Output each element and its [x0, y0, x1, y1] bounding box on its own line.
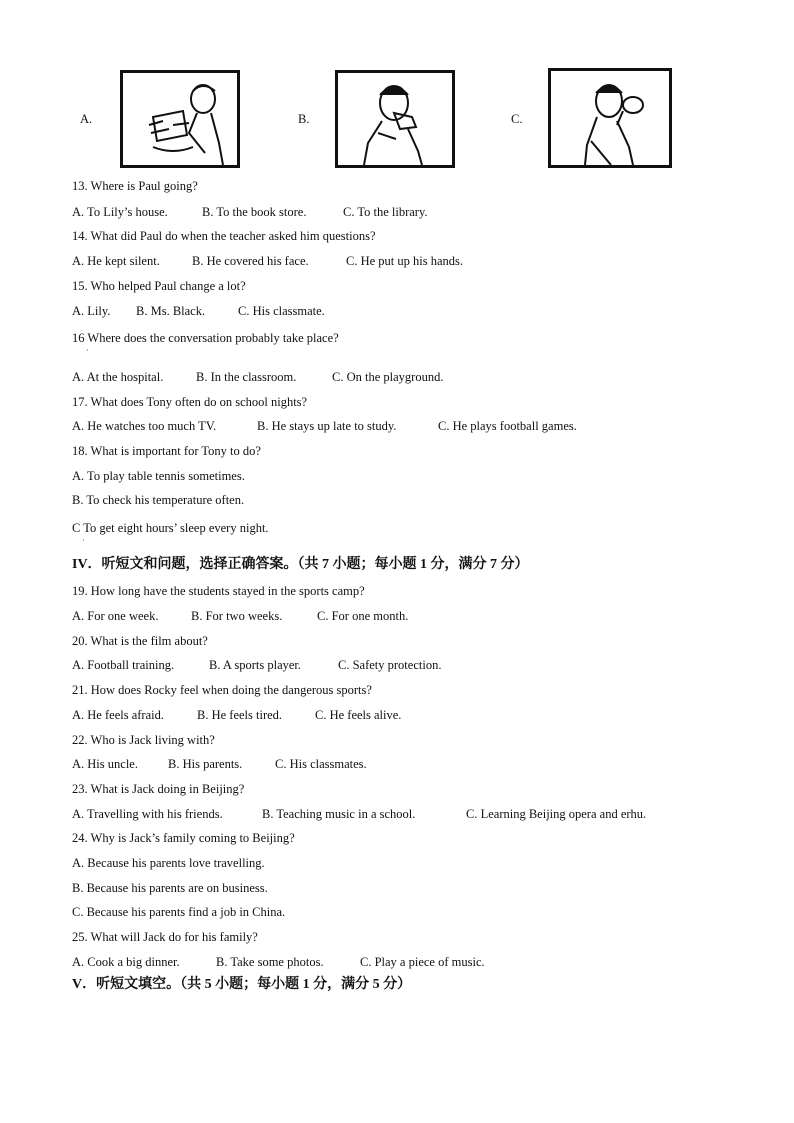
- option-a[interactable]: A. His uncle.: [72, 757, 138, 771]
- option-c[interactable]: C. He plays football games.: [438, 419, 577, 433]
- stray-dot: ·: [86, 346, 89, 355]
- question-17: 17. What does Tony often do on school nights?: [72, 395, 308, 409]
- option-a[interactable]: A. For one week.: [72, 609, 159, 623]
- option-a[interactable]: A. To play table tennis sometimes.: [72, 469, 245, 483]
- option-a[interactable]: A. He watches too much TV.: [72, 419, 217, 433]
- picture-a-label: A.: [80, 112, 93, 126]
- option-a[interactable]: A. Football training.: [72, 658, 175, 672]
- option-c[interactable]: C. Learning Beijing opera and erhu.: [466, 807, 647, 821]
- question-22: 22. Who is Jack living with?: [72, 733, 215, 747]
- option-c[interactable]: C. To the library.: [343, 205, 428, 219]
- option-c[interactable]: C. For one month.: [317, 609, 409, 623]
- stray-dot: ·: [82, 536, 85, 545]
- option-b[interactable]: B. In the classroom.: [196, 370, 297, 384]
- option-b[interactable]: B. Ms. Black.: [136, 304, 206, 318]
- option-a[interactable]: A. To Lily’s house.: [72, 205, 168, 219]
- option-a[interactable]: A. Travelling with his friends.: [72, 807, 223, 821]
- option-a[interactable]: A. At the hospital.: [72, 370, 164, 384]
- option-b[interactable]: B. He feels tired.: [197, 708, 283, 722]
- question-15-options: [72, 303, 325, 319]
- option-b[interactable]: B. Teaching music in a school.: [262, 807, 416, 821]
- option-b[interactable]: B. A sports player.: [209, 658, 302, 672]
- option-b[interactable]: B. He covered his face.: [192, 254, 309, 268]
- person-covering-face-illustration: [338, 73, 452, 165]
- person-drinking-illustration: [551, 71, 669, 165]
- option-b[interactable]: B. He stays up late to study.: [257, 419, 397, 433]
- question-13-options: [72, 204, 428, 220]
- option-c[interactable]: C. Play a piece of music.: [360, 955, 485, 969]
- option-c[interactable]: C. On the playground.: [332, 370, 444, 384]
- option-c[interactable]: C. He feels alive.: [315, 708, 402, 722]
- option-a[interactable]: A. He kept silent.: [72, 254, 160, 268]
- option-b[interactable]: B. Take some photos.: [216, 955, 324, 969]
- question-23: 23. What is Jack doing in Beijing?: [72, 782, 245, 796]
- question-14: 14. What did Paul do when the teacher asked him questions?: [72, 229, 376, 243]
- option-b[interactable]: B. His parents.: [168, 757, 243, 771]
- question-20-options: [72, 657, 441, 673]
- question-21: 21. How does Rocky feel when doing the dangerous sports?: [72, 683, 372, 697]
- option-a[interactable]: A. Because his parents love travelling.: [72, 856, 265, 870]
- option-c[interactable]: C. His classmates.: [275, 757, 367, 771]
- option-c[interactable]: C. He put up his hands.: [346, 254, 464, 268]
- section-4-title: IV．听短文和问题，选择正确答案。（共 7 小题；每小题 1 分，满分 7 分）: [72, 557, 529, 572]
- question-25: 25. What will Jack do for his family?: [72, 930, 258, 944]
- question-25-options: [72, 954, 485, 970]
- picture-c-label: C.: [511, 112, 523, 126]
- question-19-options: [72, 608, 408, 624]
- picture-row: [0, 68, 794, 170]
- question-20: 20. What is the film about?: [72, 634, 208, 648]
- question-17-options: [72, 418, 577, 434]
- picture-c: [548, 68, 672, 168]
- option-c[interactable]: C. Because his parents find a job in China.: [72, 905, 286, 919]
- question-18: 18. What is important for Tony to do?: [72, 444, 261, 458]
- option-b[interactable]: B. Because his parents are on business.: [72, 881, 268, 895]
- question-23-options: [72, 806, 646, 822]
- option-c[interactable]: C. His classmate.: [238, 304, 325, 318]
- picture-a: [120, 70, 240, 168]
- option-c[interactable]: C. Safety protection.: [338, 658, 442, 672]
- section-5-title: V．听短文填空。（共 5 小题；每小题 1 分，满分 5 分）: [72, 977, 412, 992]
- person-reading-illustration: [123, 73, 237, 165]
- option-c[interactable]: C To get eight hours’ sleep every night.: [72, 521, 269, 535]
- option-a[interactable]: A. Cook a big dinner.: [72, 955, 180, 969]
- question-15: 15. Who helped Paul change a lot?: [72, 279, 246, 293]
- question-22-options: [72, 756, 367, 772]
- option-b[interactable]: B. To check his temperature often.: [72, 493, 245, 507]
- question-21-options: [72, 707, 401, 723]
- option-a[interactable]: A. He feels afraid.: [72, 708, 164, 722]
- question-24: 24. Why is Jack’s family coming to Beijing?: [72, 831, 295, 845]
- picture-b: [335, 70, 455, 168]
- picture-b-label: B.: [298, 112, 310, 126]
- question-13: 13. Where is Paul going?: [72, 179, 198, 193]
- option-a[interactable]: A. Lily.: [72, 304, 111, 318]
- question-19: 19. How long have the students stayed in the sports camp?: [72, 584, 365, 598]
- question-14-options: [72, 253, 463, 269]
- option-b[interactable]: B. For two weeks.: [191, 609, 283, 623]
- question-16-options: [72, 369, 443, 385]
- option-b[interactable]: B. To the book store.: [202, 205, 307, 219]
- question-16: 16 Where does the conversation probably take place?: [72, 331, 339, 345]
